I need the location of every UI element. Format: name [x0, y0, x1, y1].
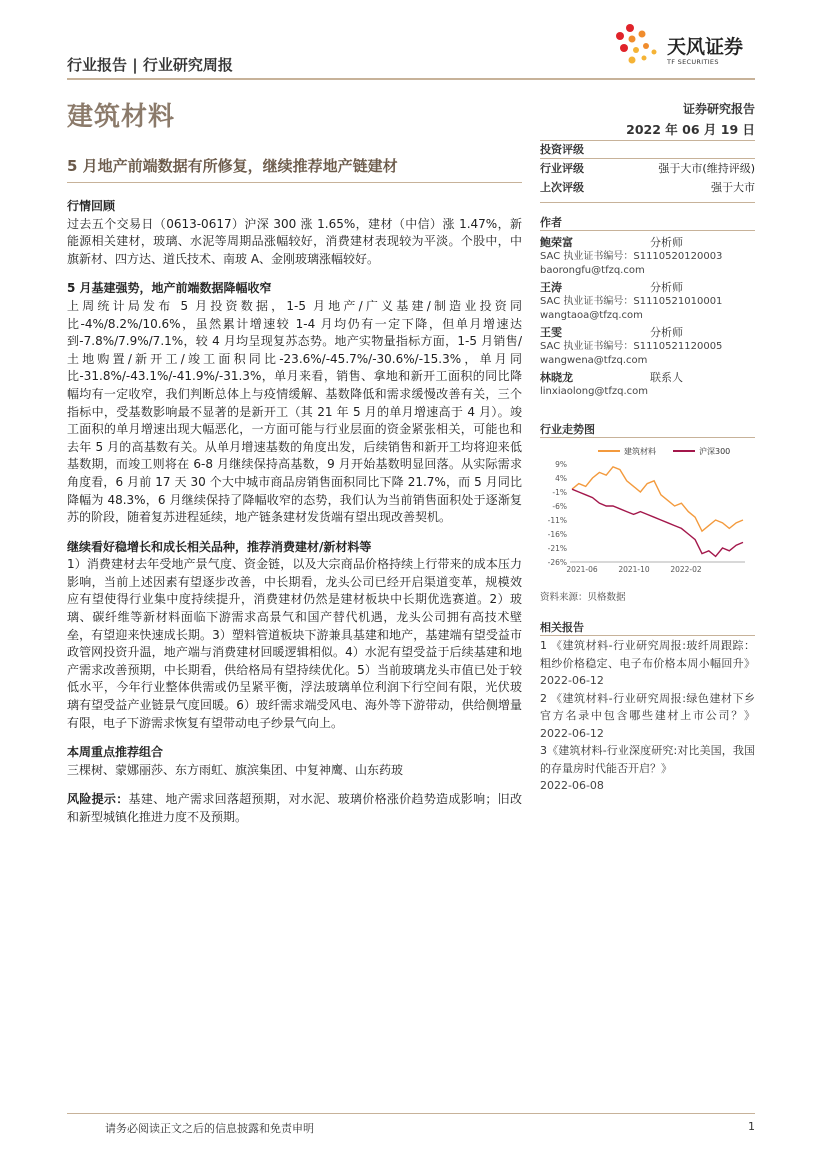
report-date: 2022 年 06 月 19 日 [626, 122, 755, 137]
x-tick-label: 2021-06 [566, 565, 598, 574]
legend-label: 建筑材料 [624, 447, 656, 456]
series-line-建筑材料 [572, 467, 743, 531]
related-report-title[interactable]: 1 《建筑材料-行业研究周报:玻纤周跟踪：粗纱价格稳定、电子布价格本周小幅回升》 [540, 639, 755, 670]
author-email[interactable]: wangtaoa@tfzq.com [540, 310, 643, 321]
trend-title: 行业走势图 [540, 423, 595, 436]
page-number: 1 [748, 1120, 755, 1133]
related-report[interactable] [540, 637, 755, 690]
rating-value: 强于大市 [711, 181, 755, 194]
y-tick-label: -6% [552, 502, 567, 511]
author-sac: SAC 执业证书编号：S1110521120005 [540, 341, 723, 352]
risk-label: 风险提示： [67, 792, 129, 807]
author-email[interactable]: wangwena@tfzq.com [540, 355, 648, 366]
related-report[interactable] [540, 742, 755, 795]
author-email[interactable]: linxiaolong@tfzq.com [540, 386, 648, 397]
author-sac: SAC 执业证书编号：S1110520120003 [540, 251, 723, 262]
section-text: 上周统计局发布 5 月投资数据，1-5 月地产/广义基建/制造业投资同比-4%/8.2%/10.6%，虽然累计增速较 1-4 月均仍有一定下降，但单月增速达到-7.8%/7.9%/7.1%，较 4 月均呈现复苏态势。地产实物量指标方面，1-5 月销售/土地购置/新开工/竣工面积同比-23.6%/-45.7%/-30.6%/-15.3%，单月同比-31.8%/-43.1%/-41.9%/-31.3%，单月来看，销售、拿地和新开工面积的同比降幅均有一定收窄，我们判断总体上与疫情缓解、基数降低和需求缓慢改善有关，三个指标中，受基数影响最不显著的是新开工（其 21 年 5 月的单月增速高于 4 月）。竣工面积的单月增速出现大幅恶化，一方面可能与行业层面的资金紧张相关，可能也和去年 5 月的高基数有关。从单月增速基数的角度出发，后续销售和新开工均将迎来低基数期，而竣工则将在 6-8 月继续保持高基数，9 月开始基数明显回落。从实际需求角度看，6 月前 17 天 30 个大中城市商品房销售面积同比下降 21.7%，而 5 月同比降幅为 48.3%，6 月继续保持了降幅收窄的态势，我们认为当前销售面积处于逐渐复苏的阶段，随着复苏进程延续，地产链条建材发货端有望出现改善契机。 [67, 298, 522, 525]
report-type: 行业报告 | 行业研究周报 [67, 56, 233, 74]
related-report-title[interactable]: 3《建筑材料-行业深度研究:对比美国，我国的存量房时代能否开启？》 [540, 744, 755, 775]
side-divider [540, 230, 755, 231]
section-text: 过去五个交易日（0613-0617）沪深 300 涨 1.65%，建材（中信）涨 1.47%，新能源相关建材，玻璃、水泥等周期品涨幅较好，消费建材表现较为平淡。个股中，中旗新材、四方达、道氏技术、南玻 A、金刚玻璃涨幅较好。 [67, 216, 522, 266]
legend-label: 沪深300 [699, 447, 731, 456]
rating-key: 上次评级 [540, 181, 584, 194]
side-divider [540, 437, 755, 438]
x-tick-label: 2021-10 [618, 565, 650, 574]
author-name: 王涛 [540, 281, 562, 294]
y-tick-label: 9% [555, 460, 567, 469]
author-entry [540, 281, 755, 323]
rating-value: 强于大市(维持评级) [658, 162, 755, 175]
related-report-title[interactable]: 2 《建筑材料-行业研究周报:绿色建材下乡官方名录中包含哪些建材上市公司？》 [540, 691, 755, 722]
section-title: 行情回顾 [67, 199, 116, 213]
footer-divider [67, 1113, 755, 1114]
y-tick-label: -11% [547, 516, 567, 525]
y-tick-label: 4% [555, 474, 567, 483]
y-tick-label: -21% [547, 544, 567, 553]
sector-title: 建筑材料 [67, 102, 176, 132]
y-tick-label: -26% [547, 558, 567, 567]
series-line-沪深300 [572, 489, 743, 556]
author-email[interactable]: baorongfu@tfzq.com [540, 265, 645, 276]
related-report-date: 2022-06-12 [540, 674, 604, 687]
company-logo-icon [610, 22, 666, 70]
header-divider [67, 78, 755, 80]
section-text: 1）消费建材去年受地产景气度、资金链，以及大宗商品价格持续上行带来的成本压力影响，当前上述因素有望逐步改善，中长期看，龙头公司已经开启渠道变革，规模效应有望使得行业集中度持续提升，消费建材仍然是建材板块中长期优选赛道。2）玻璃、碳纤维等新材料面临下游需求高景气和国产替代机遇，龙头公司拥有高技术壁垒，有望迎来快速成长期。3）塑料管道板块下游兼具基建和地产，基建端有望受益市政管网投资升温，地产端与消费建材回暖逻辑相似。4）水泥有望受益于后续基建和地产需求改善预期，中长期看，供给格局有望持续优化。5）当前玻璃龙头市值已处于较低水平，今年行业整体供需或仍呈紧平衡，浮法玻璃单位利润下行空间有限，光伏玻璃有望受益产业链景气度回暖。6）玻纤需求端受风电、海外等下游带动，供给侧增量有限，电子下游需求恢复有望带动电子纱景气向上。 [67, 557, 522, 730]
industry-trend-chart [540, 442, 755, 587]
risk-text: 基建、地产需求回落超预期，对水泥、玻璃价格涨价趋势造成影响；旧改和新型城镇化推进力度不及预期。 [67, 792, 522, 824]
author-name: 林晓龙 [540, 371, 573, 384]
y-tick-label: -1% [552, 488, 567, 497]
related-list [540, 637, 755, 795]
y-tick-label: -16% [547, 530, 567, 539]
footer-disclaimer: 请务必阅读正文之后的信息披露和免责申明 [105, 1122, 314, 1135]
headline-divider [67, 182, 522, 183]
author-entry [540, 326, 755, 368]
author-entry [540, 236, 755, 278]
side-divider [540, 635, 755, 636]
rating-row [540, 158, 755, 178]
author-entry [540, 371, 755, 399]
rating-row [540, 178, 755, 197]
rating-block [540, 142, 755, 197]
authors-list [540, 236, 755, 399]
related-title: 相关报告 [540, 621, 584, 634]
x-tick-label: 2022-02 [670, 565, 702, 574]
author-role: 分析师 [650, 236, 683, 249]
logo-subtitle: TF SECURITIES [667, 58, 719, 66]
related-report[interactable] [540, 690, 755, 743]
report-kind: 证券研究报告 [682, 102, 755, 116]
rating-title: 投资评级 [540, 143, 584, 156]
chart-source: 资料来源：贝格数据 [540, 592, 626, 603]
authors-title: 作者 [540, 216, 562, 229]
author-name: 鲍荣富 [540, 236, 573, 249]
sub-divider [540, 140, 755, 141]
section-text: 三棵树、蒙娜丽莎、东方雨虹、旗滨集团、中复神鹰、山东药玻 [67, 762, 404, 777]
page-headline: 5 月地产前端数据有所修复，继续推荐地产链建材 [67, 157, 398, 175]
section-title: 本周重点推荐组合 [67, 745, 164, 760]
section-title: 5 月基建强势，地产前端数据降幅收窄 [67, 281, 272, 296]
related-report-date: 2022-06-08 [540, 779, 604, 792]
rating-key: 行业评级 [540, 162, 584, 175]
author-role: 分析师 [650, 326, 683, 339]
risk-note [67, 791, 522, 826]
author-name: 王雯 [540, 326, 562, 339]
main-body [67, 198, 522, 827]
logo-name: 天风证券 [667, 36, 744, 58]
author-role: 联系人 [650, 371, 683, 384]
side-divider [540, 202, 755, 203]
related-report-date: 2022-06-12 [540, 726, 604, 740]
author-sac: SAC 执业证书编号：S1110521010001 [540, 296, 723, 307]
section-title: 继续看好稳增长和成长相关品种，推荐消费建材/新材料等 [67, 539, 372, 554]
author-role: 分析师 [650, 281, 683, 294]
